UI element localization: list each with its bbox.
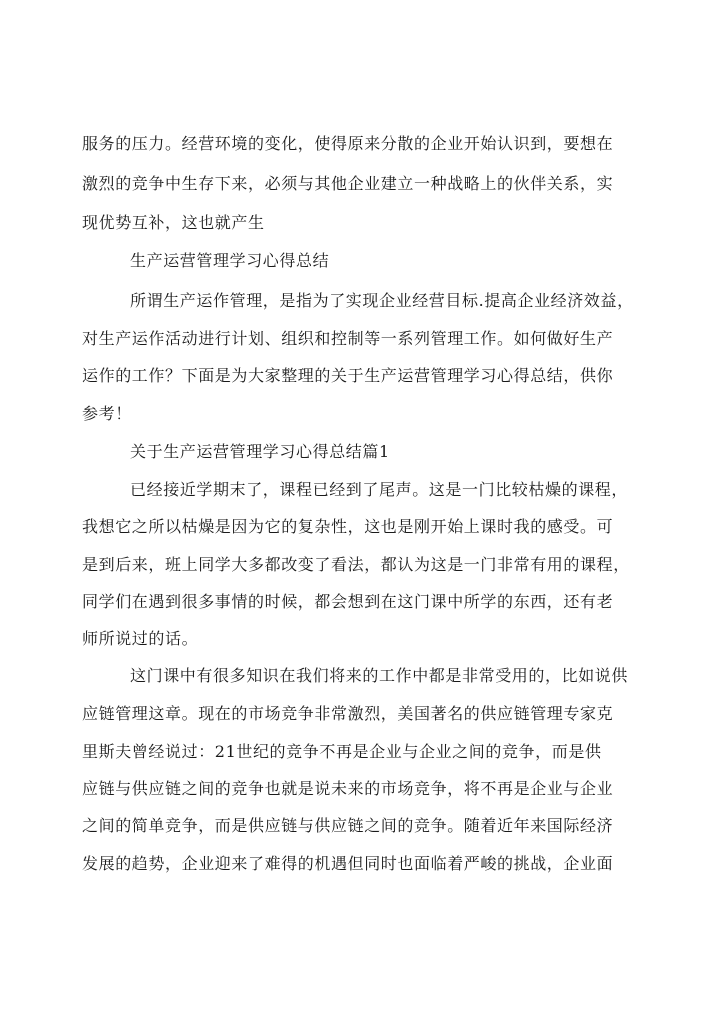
text-line: 同学们在遇到很多事情的时候，都会想到在这门课中所学的东西，还有老 <box>82 592 614 611</box>
article-heading: 关于生产运营管理学习心得总结篇1 <box>130 442 390 461</box>
text-line: 我想它之所以枯燥是因为它的复杂性，这也是刚开始上课时我的感受。可 <box>82 517 614 536</box>
text-line: 之间的简单竞争，而是供应链与供应链之间的竞争。随着近年来国际经济 <box>82 816 614 835</box>
text-line: 服务的压力。经营环境的变化，使得原来分散的企业开始认识到，要想在 <box>82 134 614 153</box>
text-line: 这门课中有很多知识在我们将来的工作中都是非常受用的，比如说供 <box>130 666 629 685</box>
text-line: 激烈的竞争中生存下来，必须与其他企业建立一种战略上的伙伴关系，实 <box>82 174 614 193</box>
text-line: 对生产运作活动进行计划、组织和控制等一系列管理工作。如何做好生产 <box>82 329 614 348</box>
text-line: 运作的工作？下面是为大家整理的关于生产运营管理学习心得总结，供你 <box>82 366 614 385</box>
text-line: 应链管理这章。现在的市场竞争非常激烈，美国著名的供应链管理专家克 <box>82 704 614 723</box>
text-line: 里斯夫曾经说过：21世纪的竞争不再是企业与企业之间的竞争，而是供 <box>82 742 602 761</box>
text-line: 所谓生产运作管理，是指为了实现企业经营目标.提高企业经济效益， <box>130 291 634 310</box>
text-line: 是到后来，班上同学大多都改变了看法，都认为这是一门非常有用的课程， <box>82 555 630 574</box>
text-line: 已经接近学期末了，课程已经到了尾声。这是一门比较枯燥的课程， <box>130 480 629 499</box>
text-line: 发展的趋势，企业迎来了难得的机遇但同时也面临着严峻的挑战，企业面 <box>82 854 614 873</box>
text-line: 现优势互补，这也就产生 <box>82 213 265 232</box>
text-line: 应链与供应链之间的竞争也就是说未来的市场竞争，将不再是企业与企业 <box>82 779 614 798</box>
text-line: 参考！ <box>82 404 132 423</box>
text-line: 师所说过的话。 <box>82 629 199 648</box>
section-title: 生产运营管理学习心得总结 <box>130 251 330 270</box>
